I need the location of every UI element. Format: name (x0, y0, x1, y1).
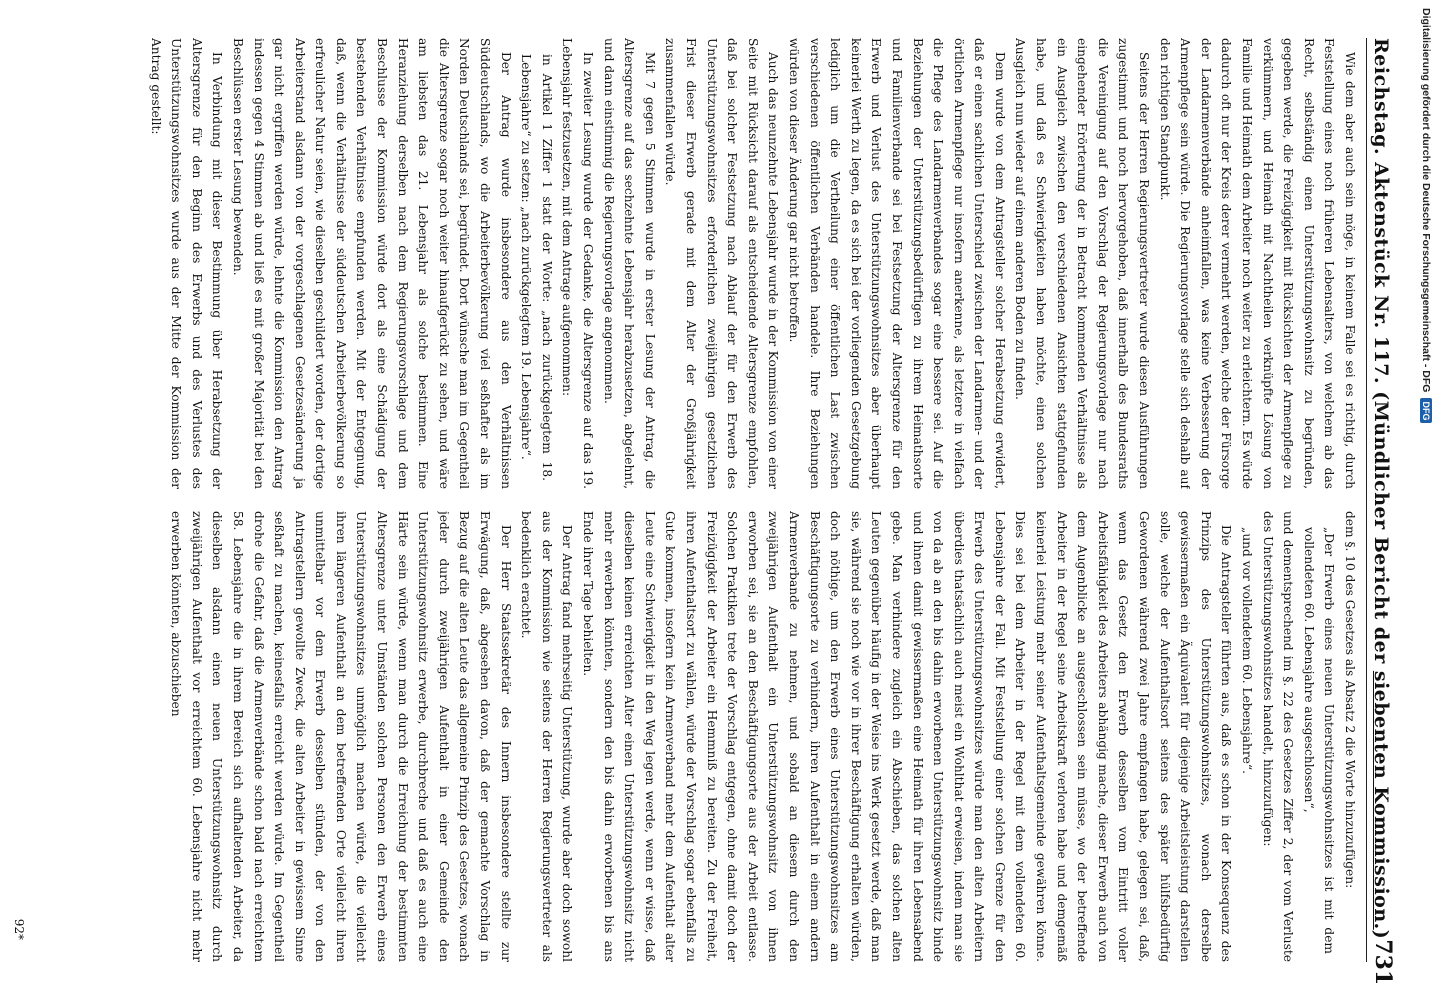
paragraph: dem §. 10 des Gesetzes als Absatz 2 die Worte hinzuzufügen: (1343, 511, 1357, 889)
text-columns (40, 38, 1360, 962)
quoted-amendment: „Der Erwerb eines neuen Unterstützungswohnsitzes ist mit dem vollendeten 60. Lebensjahre ausgeschlossen“, (1301, 527, 1337, 954)
quoted-amendment: „und vor vollendetem 60. Lebensjahre“. (1240, 527, 1255, 774)
digitization-note (1420, 8, 1432, 988)
running-title-commission: siebenten Kommission. (1370, 670, 1392, 930)
running-title (1370, 38, 1392, 939)
paragraph: Der Antrag fand mehrseitig Unterstützung, wurde aber doch sowohl aus der Kommission wie seitens der Herren Regierungsvertreter als bedenklich erachtet. (519, 511, 575, 962)
paragraph: Der Antrag wurde insbesondere aus den Verhältnissen Süddeutschlands, wo die Arbeiterbevölkerung viel seßhafter als im Norden Deutschlands sei, begründet. Dort wünsche man im Gegentheil die Altersgrenze sogar noch weiter hinaufgerückt zu sehen, und wäre am liebsten das 21. Lebensjahr als solche bestimmen. Eine Heranziehung derselben nach dem Regierungsvorschlage und dem Beschlusse der Kommission würde dort als eine Schädigung der bestehenden Verhältnisse empfunden werden. Mit der Entgegnung, daß, wenn die Verhältnisse der süddeutschen Arbeiterbevölkerung so erfreulicher Natur seien, wie dieselben geschildert worden, der dortige Arbeiterstand alsdann von der vorgeschlagenen Gesetzesänderung ja gar nicht ergriffen werden würde, lehnte die Kommission den Antrag indessen gegen 4 Stimmen ab und ließ es mit großer Majorität bei den Beschlüssen erster Lesung bewenden. (230, 38, 513, 489)
running-title-suffix: ) (1370, 929, 1392, 940)
paragraph: und dementsprechend im §. 22 des Gesetzes Ziffer 2, der vom Verluste des Unterstützungswohnsitzes handelt, hinzuzufügen: (1260, 511, 1296, 962)
paragraph: Der Herr Staatssekretär des Innern insbesondere stellte zur Erwägung, daß, abgesehen davon, daß der gemachte Vorschlag in Bezug auf die alten Leute das allgemeine Prinzip des Gesetzes, wonach jeder durch zweijährigen Aufenthalt in einer Gemeinde den Unterstützungswohnsitz erwerbe, durchbreche und daß es auch eine Härte sein würde, wenn man durch die Erreichung der bestimmten Altersgrenze unter Umständen solchen Personen den Erwerb eines Unterstützungswohnsitzes unmöglich machen würde, die vielleicht ihren längeren Aufenthalt an dem betreffenden Orte vielleicht ihren unmittelbar vor dem Erwerb desselben stünden, der von den Antragstellern gewollte Zweck, die alten Arbeiter in gewissem Sinne seßhaft zu machen, keinesfalls erreicht werden würde. Im Gegentheil drohe die Gefahr, daß die Armenverbände schon bald nach erreichtem 58. Lebensjahre die in ihrem Bereich sich aufhaltenden Arbeiter, da dieselben alsdann einen neuen Unterstützungswohnsitz durch zweijährigen Aufenthalt vor erreichtem 60. Lebensjahre nicht mehr erwerben könnten, abzuschieben (169, 511, 513, 962)
running-title-prefix: Reichstag. Aktenstück Nr. 117. (Mündlicher Bericht der (1370, 38, 1392, 671)
paragraph: Dem wurde von dem Antragsteller solcher Herabsetzung erwidert, daß er einen sachlichen Unterschied zwischen der Landarmen- und der örtlichen Armenpflege nur insofern anerkenne, als letztere in vielfach die Pflege des Landarmenverbandes sogar eine bessere sei. Auf die Beziehungen der Unterstützungsbedürftigen zu ihrem Heimathsorte und Familienverbande sei bei Festsetzung der Altersgrenze für den Erwerb und Verlust des Unterstützungswohnsitzes aber überhaupt keinerlei Werth zu legen, da es sich bei der vorliegenden Gesetzgebung lediglich um die Vertheilung einer öffentlichen Last zwischen verschiedenen öffentlichen Verbänden handele. Ihre Beziehungen würden von dieser Änderung gar nicht betroffen. (786, 38, 1007, 489)
paragraph: Seitens der Herren Regierungsvertreter wurde diesen Ausführungen zugestimmt und noch hervorgehoben, daß innerhalb des Bundesraths die Vereinigung auf den Vorschlag der Regierungsvorlage nur nach eingehender Erörterung der in Betracht kommenden Verhältnisse als ein Ausgleich zwischen den verschiedenen Ansichten stattgefunden habe, und daß es Schwierigkeiten haben möchte, einen solchen Ausgleich nun wieder auf einem anderen Boden zu finden. (1013, 38, 1152, 489)
digitization-strip (1404, 0, 1432, 1000)
quoted-amendment: in Artikel 1 Ziffer 1 statt der Worte: „nach zurückgelegtem 18. Lebensjahre“ zu setzen: „nach zurückgelegtem 19. Lebensjahre“. (519, 54, 554, 481)
sheet-signature: 92* (12, 918, 26, 940)
paragraph: Mit 7 gegen 5 Stimmen wurde in erster Lesung der Antrag, die Altersgrenze auf das sechzehnte Lebensjahr herabzusetzen, abgelehnt, und dann einstimmig die Regierungsvorlage angenommen. (601, 38, 657, 489)
page-number: 731 (1370, 939, 1396, 986)
paragraph: In zweiter Lesung wurde der Gedanke, die Altersgrenze auf das 19. Lebensjahr festzusetzen, mit dem Antrage aufgenommen: (560, 38, 596, 489)
dfg-logo-icon: DFG (1420, 398, 1432, 423)
digitization-note-text: Digitalisierung gefördert durch die Deutsche Forschungsgemeinschaft - DFG (1420, 8, 1432, 393)
page-header (1366, 38, 1406, 986)
paragraph: Die Antragsteller führten aus, daß es schon in der Konsequenz des Prinzips des Unterstützungswohnsitzes, wonach derselbe gewissermaßen ein Äquivalent für diejenige Arbeitsleistung darstellen solle, welche der Aufenthaltsort seitens des später hülfsbedürftig Gewordenen während zwei Jahre empfangen habe, gelegen sei, daß, wenn das Gesetz den Erwerb desselben vom Eintritt voller Arbeitsfähigkeit des Arbeiters abhängig mache, dieser Erwerb auch von dem Augenblicke an ausgeschlossen sein müsse, wo der betreffende Arbeiter in der Regel seine Arbeitskraft verloren habe und demgemäß keinerlei Leistung mehr seiner Aufenthaltsgemeinde gewähren könne. Dies sei bei dem Arbeiter in der Regel mit dem vollendeten 60. Lebensjahre der Fall. Mit Feststellung einer solchen Grenze für den Erwerb des Unterstützungswohnsitzes würde man den alten Arbeitern überdies thatsächlich auch meist ein Wohlthat erweisen, indem man sie von da ab an den bis dahin erworbenen Unterstützungswohnsitz binde und ihnen damit gewissermaßen eine Heimath für ihren Lebensabend gebe. Man verhindere zugleich ein Abschieben, das solchen alten Leuten gegenüber häufig in der Weise ins Werk gesetzt werde, daß man sie, während sie noch wie vor in ihrer Beschäftigung erhalten würden, doch nöthige, um den Erwerb eines Unterstützungswohnsitzes am Beschäftigungsorte zu verhindern, ihren Aufenthalt in einem andern Armenverbande zu nehmen, und sobald an diesem durch den zweijährigen Aufenthalt ein Unterstützungswohnsitz von ihnen erworben sei, sie an den Beschäftigungsorte aus der Arbeit entlasse. Solchen Praktiken trete der Vorschlag entgegen, ohne damit doch der Freizügigkeit der Arbeiter ein Hemmniß zu bereiten. Zu der Freiheit, ihren Aufenthaltsort zu wählen, würde der Vorschlag sogar ebenfalls zu Gute kommen, insofern kein Armenverband mehr dem Aufenthalt alter Leute eine Schwierigkeit in den Weg legen werde, wenn er wisse, daß dieselben keinen erreichten Alter einen Unterstützungswohnsitz nicht mehr erwerben könnten, sondern den bis dahin erworbenen bis ans Ende ihrer Tage behielten. (581, 511, 1234, 962)
text-column-right (40, 511, 1360, 962)
text-column-left (40, 38, 1360, 489)
paragraph: In Verbindung mit dieser Bestimmung über Herabsetzung der Altersgrenze für den Beginn des Erwerbs und des Verlustes des Unterstützungswohnsitzes wurde aus der Mitte der Kommission der Antrag gestellt: (148, 38, 225, 489)
paragraph: Auch das neunzehnte Lebensjahr wurde in der Kommission von einer Seite mit Rücksicht darauf als entscheidende Altersgrenze empfohlen, daß bei solcher Festsetzung nach Ablauf der für den Erwerb des Unterstützungswohnsitzes erforderlichen zweijährigen gesetzlichen Frist dieser Erwerb gerade mit dem Alter der Großjährigkeit zusammenfallen würde. (663, 38, 781, 489)
paragraph: Wie dem aber auch sein möge, in keinem Falle sei es richtig, durch Feststellung eines noch früheren Lebensalters, von welchem ab das Recht, selbständig einen Unterstützungswohnsitz zu begründen, gegeben werde, die Freizügigkeit mit Rücksichten der Armenpflege zu verkümmern, und Heimath mit Nachtheilen verknüpfte Lösung von Familie und Heimath dem Arbeiter noch weiter zu erleichtern. Es würde dadurch oft nur der Kreis derer vermehrt werden, welche der Fürsorge der Landarmenverbände anheimfallen, was keine Verbesserung der Armenpflege sein würde. Die Regierungsvorlage stelle sich deshalb auf den richtigen Standpunkt. (1157, 38, 1357, 489)
